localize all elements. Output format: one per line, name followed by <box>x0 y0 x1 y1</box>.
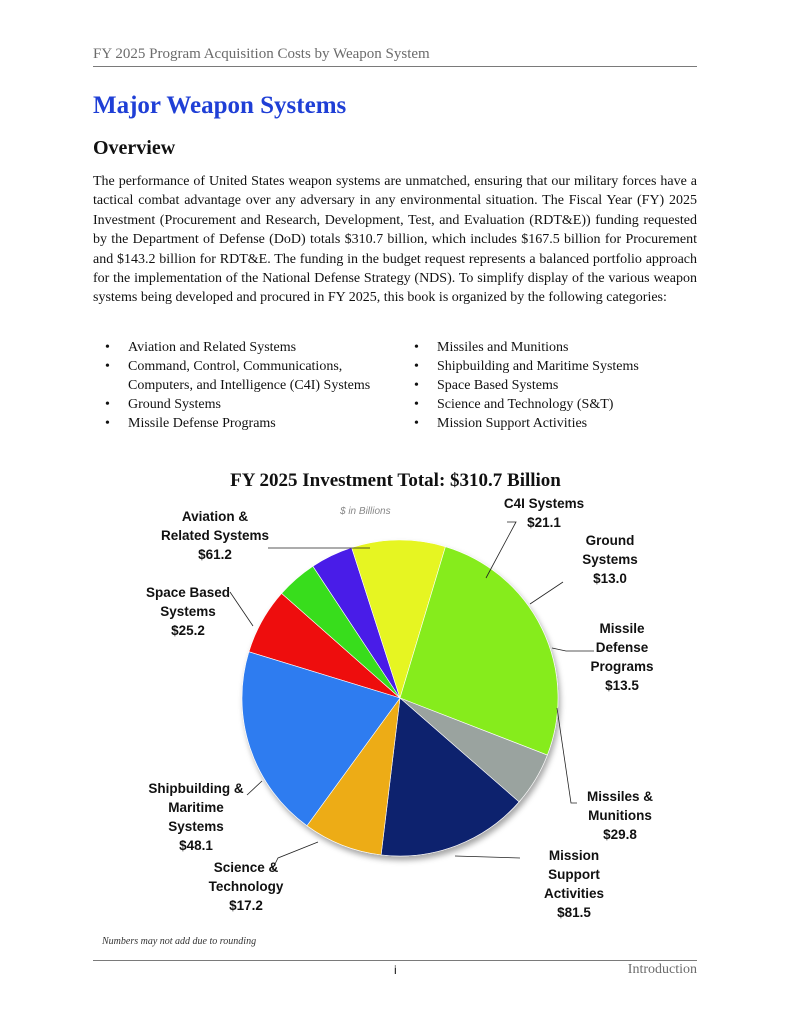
slice-value-label: $25.2 <box>171 623 205 638</box>
slice-value-label: $17.2 <box>229 898 263 913</box>
slice-label <box>550 787 690 844</box>
category-item: • Aviation and Related Systems <box>93 338 378 357</box>
slice-name-label: Technology <box>208 879 284 894</box>
category-item: • Science and Technology (S&T) <box>402 395 697 414</box>
slice-label <box>474 494 614 532</box>
slice-name-label: Related Systems <box>160 528 270 543</box>
slice-name-label: Aviation & <box>181 509 249 524</box>
slice-value-label: $29.8 <box>603 827 637 842</box>
slice-value-label: $81.5 <box>557 905 591 920</box>
slice-label <box>126 779 266 855</box>
intro-paragraph: The performance of United States weapon systems are unmatched, ensuring that our military forces have a tactical combat advantage over any adversary in any environmental situation. The Fiscal Year (FY) 2025 Investment (Procurement and Research, Development, Test, and Evaluation (RDT&E)) funding requested by the Department of Defense (DoD) totals $310.7 billion, which includes $167.5 billion for Procurement and $143.2 billion for RDT&E. The funding in the budget request represents a balanced portfolio approach for the implementation of the National Defense Strategy (NDS). To simplify display of the various weapon systems being developed and procured in FY 2025, this book is organized by the following categories: <box>93 174 697 306</box>
slice-name-label: Ground <box>585 533 635 548</box>
slice-name-label: Activities <box>543 886 605 901</box>
chart-title: FY 2025 Investment Total: $310.7 Billion <box>230 470 561 491</box>
category-item: • Mission Support Activities <box>402 414 697 433</box>
slice-label <box>552 619 692 695</box>
footer-section-name: Introduction <box>627 962 697 977</box>
slice-name-label: Defense <box>595 640 649 655</box>
category-item: • Ground Systems <box>93 395 378 414</box>
slice-name-label: Space Based <box>145 585 231 600</box>
slice-value-label: $21.1 <box>527 515 561 530</box>
slice-label <box>145 507 285 564</box>
slice-name-label: Maritime <box>168 800 224 815</box>
page-title: Major Weapon Systems <box>93 92 347 119</box>
slice-value-label: $13.0 <box>593 571 627 586</box>
slice-label <box>504 846 644 922</box>
slice-value-label: $13.5 <box>605 678 639 693</box>
slice-name-label: Systems <box>160 604 216 619</box>
category-item: • Missiles and Munitions <box>402 338 697 357</box>
footer-divider <box>93 960 697 961</box>
slice-name-label: Systems <box>168 819 224 834</box>
slice-name-label: Programs <box>590 659 654 674</box>
category-item: • Space Based Systems <box>402 376 697 395</box>
slice-label <box>540 531 680 588</box>
slice-name-label: Support <box>548 867 600 882</box>
slice-name-label: Shipbuilding & <box>148 781 244 796</box>
slice-name-label: Missiles & <box>586 789 654 804</box>
section-subtitle: Overview <box>93 137 176 159</box>
slice-label <box>176 858 316 915</box>
chart-unit-label: $ in Billions <box>340 506 391 517</box>
slice-name-label: Missile <box>599 621 645 636</box>
category-item: • Shipbuilding and Maritime Systems <box>402 357 697 376</box>
running-header: FY 2025 Program Acquisition Costs by Weapon System <box>93 46 697 67</box>
category-item: • Command, Control, Communications, Computers, and Intelligence (C4I) Systems <box>93 357 378 395</box>
chart-footnote: Numbers may not add due to rounding <box>102 936 257 947</box>
slice-label <box>118 583 258 640</box>
slice-name-label: Munitions <box>588 808 652 823</box>
slice-value-label: $48.1 <box>179 838 213 853</box>
slice-name-label: Mission <box>548 848 600 863</box>
slice-name-label: C4I Systems <box>503 496 585 511</box>
category-item: • Missile Defense Programs <box>93 414 378 433</box>
slice-value-label: $61.2 <box>198 547 232 562</box>
slice-name-label: Systems <box>582 552 638 567</box>
page-number: i <box>394 963 397 977</box>
slice-name-label: Science & <box>213 860 279 875</box>
